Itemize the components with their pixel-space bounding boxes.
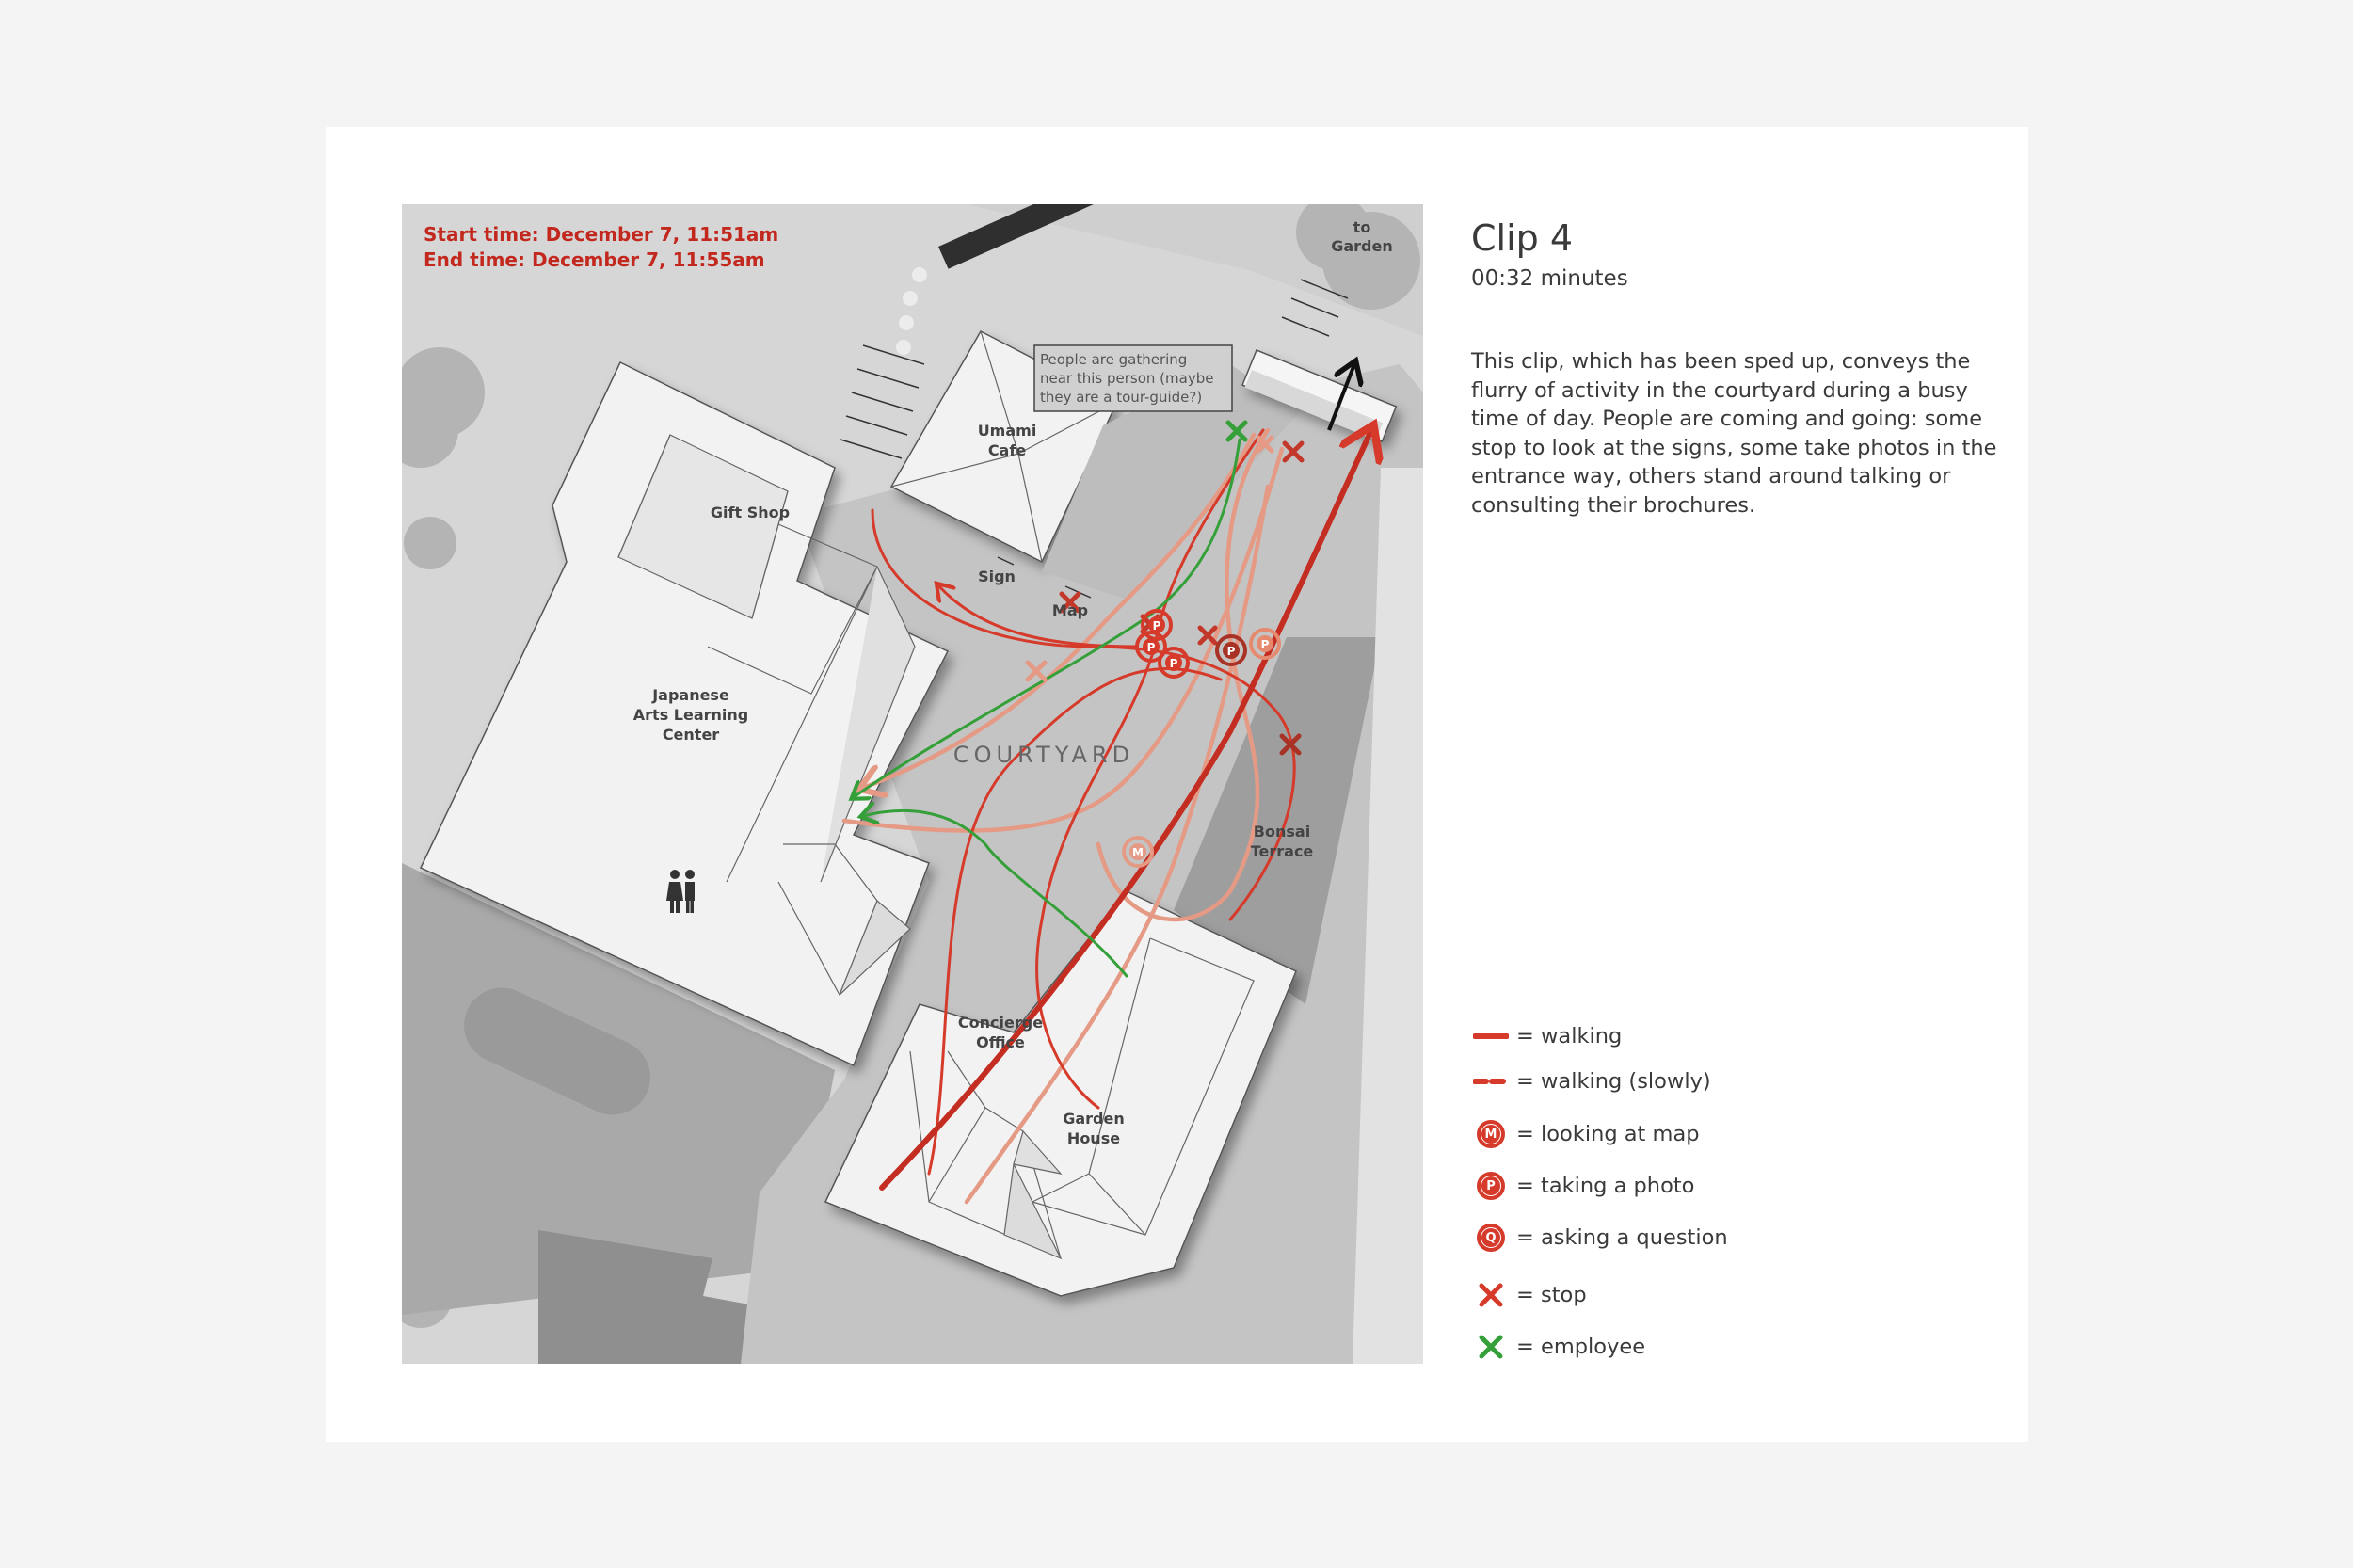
clip-info [1471,217,1998,520]
legend-photo-label: = taking a photo [1516,1174,1695,1198]
legend-walking-label: = walking [1516,1024,1623,1048]
svg-text:P: P [1146,641,1156,654]
svg-text:P: P [1152,619,1161,632]
legend-map-label: = looking at map [1516,1122,1700,1146]
legend-question [1471,1219,1728,1256]
bonsai-terrace-label-2: Terrace [1250,842,1314,860]
clip-description: This clip, which has been sped up, conveys the flurry of activity in the courtyard during a busy time of day. People are coming and going: some stop to look at the signs, some take photos in the entrance way, others stand around talking or consulting their brochures. [1471,349,1997,518]
legend-walking-slowly [1471,1063,1711,1100]
legend-walking-slowly-label: = walking (slowly) [1516,1069,1711,1094]
photo-icon: P [1477,1172,1505,1200]
svg-text:P: P [1169,657,1178,670]
learning-center-label-2: Arts Learning [632,706,749,724]
question-icon: Q [1477,1224,1505,1252]
clip-title: Clip 4 [1471,217,1574,259]
concierge-office-label-2: Office [976,1033,1025,1051]
note-line-2: near this person (maybe [1040,370,1214,387]
map-icon: M [1477,1120,1505,1148]
stop-icon [1477,1281,1505,1309]
sign-label: Sign [978,568,1016,585]
legend-photo [1471,1167,1694,1205]
clip-card [326,127,2028,1442]
concierge-office-label-1: Concierge [957,1014,1044,1032]
svg-text:P: P [1260,638,1270,651]
courtyard-map [402,204,1423,1364]
svg-text:M: M [1132,846,1144,859]
legend-employee [1471,1328,1645,1366]
garden-house-label-2: House [1066,1129,1121,1147]
end-time: End time: December 7, 11:55am [424,248,765,271]
svg-text:P: P [1226,645,1236,658]
employee-icon [1477,1333,1505,1361]
legend-stop [1471,1276,1587,1314]
legend-walking [1471,1017,1622,1055]
umami-cafe-label-2: Cafe [987,441,1027,459]
learning-center-label-3: Center [662,726,720,744]
to-garden-label-1: to [1353,218,1371,236]
note-line-3: they are a tour-guide?) [1040,389,1203,406]
learning-center-label-1: Japanese [652,686,729,704]
note-line-1: People are gathering [1040,351,1188,368]
gift-shop-label: Gift Shop [710,504,791,521]
legend-map [1471,1115,1700,1153]
garden-house-label-1: Garden [1063,1110,1125,1128]
legend-stop-label: = stop [1516,1283,1587,1307]
map-label: Map [1051,601,1089,619]
legend-employee-label: = employee [1516,1335,1646,1359]
start-time: Start time: December 7, 11:51am [424,223,779,246]
bonsai-terrace-label-1: Bonsai [1253,823,1311,840]
to-garden-label-2: Garden [1331,237,1393,255]
umami-cafe-label-1: Umami [977,422,1037,440]
courtyard-label: COURTYARD [952,742,1135,768]
legend-question-label: = asking a question [1516,1225,1728,1250]
clip-duration: 00:32 minutes [1471,266,1628,291]
